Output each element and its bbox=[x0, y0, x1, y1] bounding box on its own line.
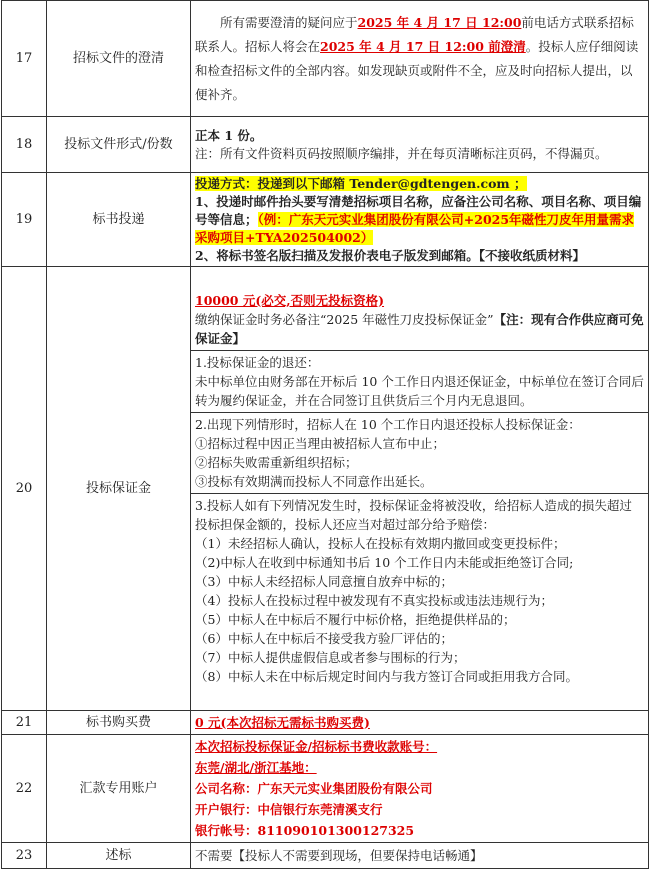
forfeit-item: （4）投标人在投标过程中被发现有不真实投标或违法违规行为； bbox=[195, 592, 553, 608]
table-row-20 bbox=[2, 267, 649, 711]
clarify-text-a: 所有需要澄清的疑问应于 bbox=[220, 14, 358, 30]
row-content bbox=[191, 117, 649, 173]
return-item: ②招标失败需重新组织招标； bbox=[195, 454, 358, 470]
row-title: 投标文件形式/份数 bbox=[47, 117, 191, 173]
row-title: 招标文件的澄清 bbox=[47, 1, 191, 117]
delivery-example: （例：广东天元实业集团股份有限公司+2025年磁性刀皮年用量需求采购项目+TYA202504002） bbox=[195, 211, 635, 245]
deposit-refund-section bbox=[191, 350, 648, 412]
refund-body: 未中标单位由财务部在开标后 10 个工作日内退还保证金，中标单位在签订合同后转为履约保证金，并在合同签订且供货后三个月内无息退回。 bbox=[195, 373, 644, 408]
account-heading: 本次招标投标保证金/招标标书费收款账号： bbox=[195, 739, 438, 754]
row-content bbox=[191, 735, 649, 843]
account-label: 银行帐号： bbox=[195, 823, 258, 838]
table-row-17 bbox=[2, 1, 649, 117]
row-number: 19 bbox=[2, 173, 47, 267]
forfeit-item: （3）中标人未经招标人同意擅自放弃中标的； bbox=[195, 573, 453, 589]
bank-name: 中信银行东莞清溪支行 bbox=[257, 802, 383, 817]
forfeit-item: （2)中标人在收到中标通知书后 10 个工作日内未能或拒绝签订合同; bbox=[195, 554, 574, 570]
forfeit-item: （8）中标人未在中标后规定时间内与我方签订合同或拒用我方合同。 bbox=[195, 668, 578, 684]
return-item: ③投标有效期满而投标人不同意作出延长。 bbox=[195, 473, 433, 489]
deposit-exemption: 【注：现有合作供应商可免保证金】 bbox=[195, 311, 644, 346]
bank-label: 开户银行： bbox=[195, 802, 258, 817]
forfeit-item: （7）中标人提供虚假信息或者参与围标的行为； bbox=[195, 649, 466, 665]
account-number: 811090101300127325 bbox=[257, 823, 415, 838]
refund-title: 1.投标保证金的退还： bbox=[195, 354, 320, 370]
table-row-19 bbox=[2, 173, 649, 267]
delivery-rule-1: 1、投递时邮件抬头要写清楚招标项目名称，应备注公司名称、项目名称、项目编号等信息； bbox=[195, 193, 642, 227]
table-row-23 bbox=[2, 843, 649, 869]
row-title: 标书投递 bbox=[47, 173, 191, 267]
row-title: 汇款专用账户 bbox=[47, 735, 191, 843]
row-content bbox=[191, 173, 649, 267]
row-title: 标书购买费 bbox=[47, 711, 191, 735]
row-number: 18 bbox=[2, 117, 47, 173]
deposit-amount: 10000 元(必交,否则无投标资格) bbox=[195, 292, 385, 308]
forfeit-item: （5）中标人在中标后不履行中标价格，拒绝提供样品的； bbox=[195, 611, 516, 627]
company-name: 广东天元实业集团股份有限公司 bbox=[257, 781, 433, 796]
clarify-text-b: 前电话方式联系招标联系人。招标人将会在 bbox=[195, 14, 634, 54]
bid-doc-fee: 0 元(本次招标无需标书购买费) bbox=[191, 711, 649, 735]
clarify-deadline: 2025 年 4 月 17 日 12:00 bbox=[357, 14, 522, 30]
return-item: ①招标过程中因正当理由被招标人宣布中止； bbox=[195, 435, 446, 451]
copies-count: 正本 1 份。 bbox=[195, 127, 263, 143]
forfeit-item: （6）中标人在中标后不接受我方验厂评估的； bbox=[195, 630, 453, 646]
table-row-21 bbox=[2, 711, 649, 735]
return-title: 2.出现下列情形时，招标人在 10 个工作日内退还投标人投标保证金： bbox=[195, 416, 581, 432]
row-content bbox=[191, 267, 649, 711]
clarify-text-c: 。投标人应仔细阅读和检查招标文件的全部内容。如发现缺页或附件不全，应及时向招标人提出，以便补齐。 bbox=[195, 38, 639, 102]
row-number: 17 bbox=[2, 1, 47, 117]
copies-note: 注：所有文件资料页码按照顺序编排，并在每页清晰标注页码，不得漏页。 bbox=[195, 145, 608, 161]
presentation-requirement: 不需要【投标人不需要到现场，但要保持电话畅通】 bbox=[191, 843, 649, 869]
deposit-remark: 缴纳保证金时务必备注“2025 年磁性刀皮投标保证金” bbox=[195, 311, 494, 327]
table-row-18 bbox=[2, 117, 649, 173]
forfeit-item: （1）未经招标人确认，投标人在投标有效期内撤回或变更投标件； bbox=[195, 535, 566, 551]
row-title: 述标 bbox=[47, 843, 191, 869]
row-title: 投标保证金 bbox=[47, 267, 191, 711]
account-bases: 东莞/湖北/浙江基地： bbox=[195, 760, 317, 775]
row-number: 20 bbox=[2, 267, 47, 711]
row-number: 23 bbox=[2, 843, 47, 869]
clarify-reply-deadline: 2025 年 4 月 17 日 12:00 前澄清 bbox=[320, 38, 526, 54]
table-row-22 bbox=[2, 735, 649, 843]
deposit-forfeit-section bbox=[191, 493, 648, 688]
row-number: 22 bbox=[2, 735, 47, 843]
tender-info-table bbox=[1, 0, 649, 869]
company-label: 公司名称： bbox=[195, 781, 258, 796]
row-number: 21 bbox=[2, 711, 47, 735]
forfeit-title: 3.投标人如有下列情况发生时，投标保证金将被没收，给招标人造成的损失超过投标担保金额的，投标人还应当对超过部分给予赔偿： bbox=[195, 497, 632, 532]
deposit-return-section bbox=[191, 412, 648, 493]
delivery-email-line: 投递方式：投递到以下邮箱 Tender@gdtengen.com ； bbox=[195, 175, 527, 191]
delivery-rule-2: 2、将标书签名版扫描及发报价表电子版发到邮箱。【不接收纸质材料】 bbox=[195, 247, 585, 263]
row-content bbox=[191, 1, 649, 117]
